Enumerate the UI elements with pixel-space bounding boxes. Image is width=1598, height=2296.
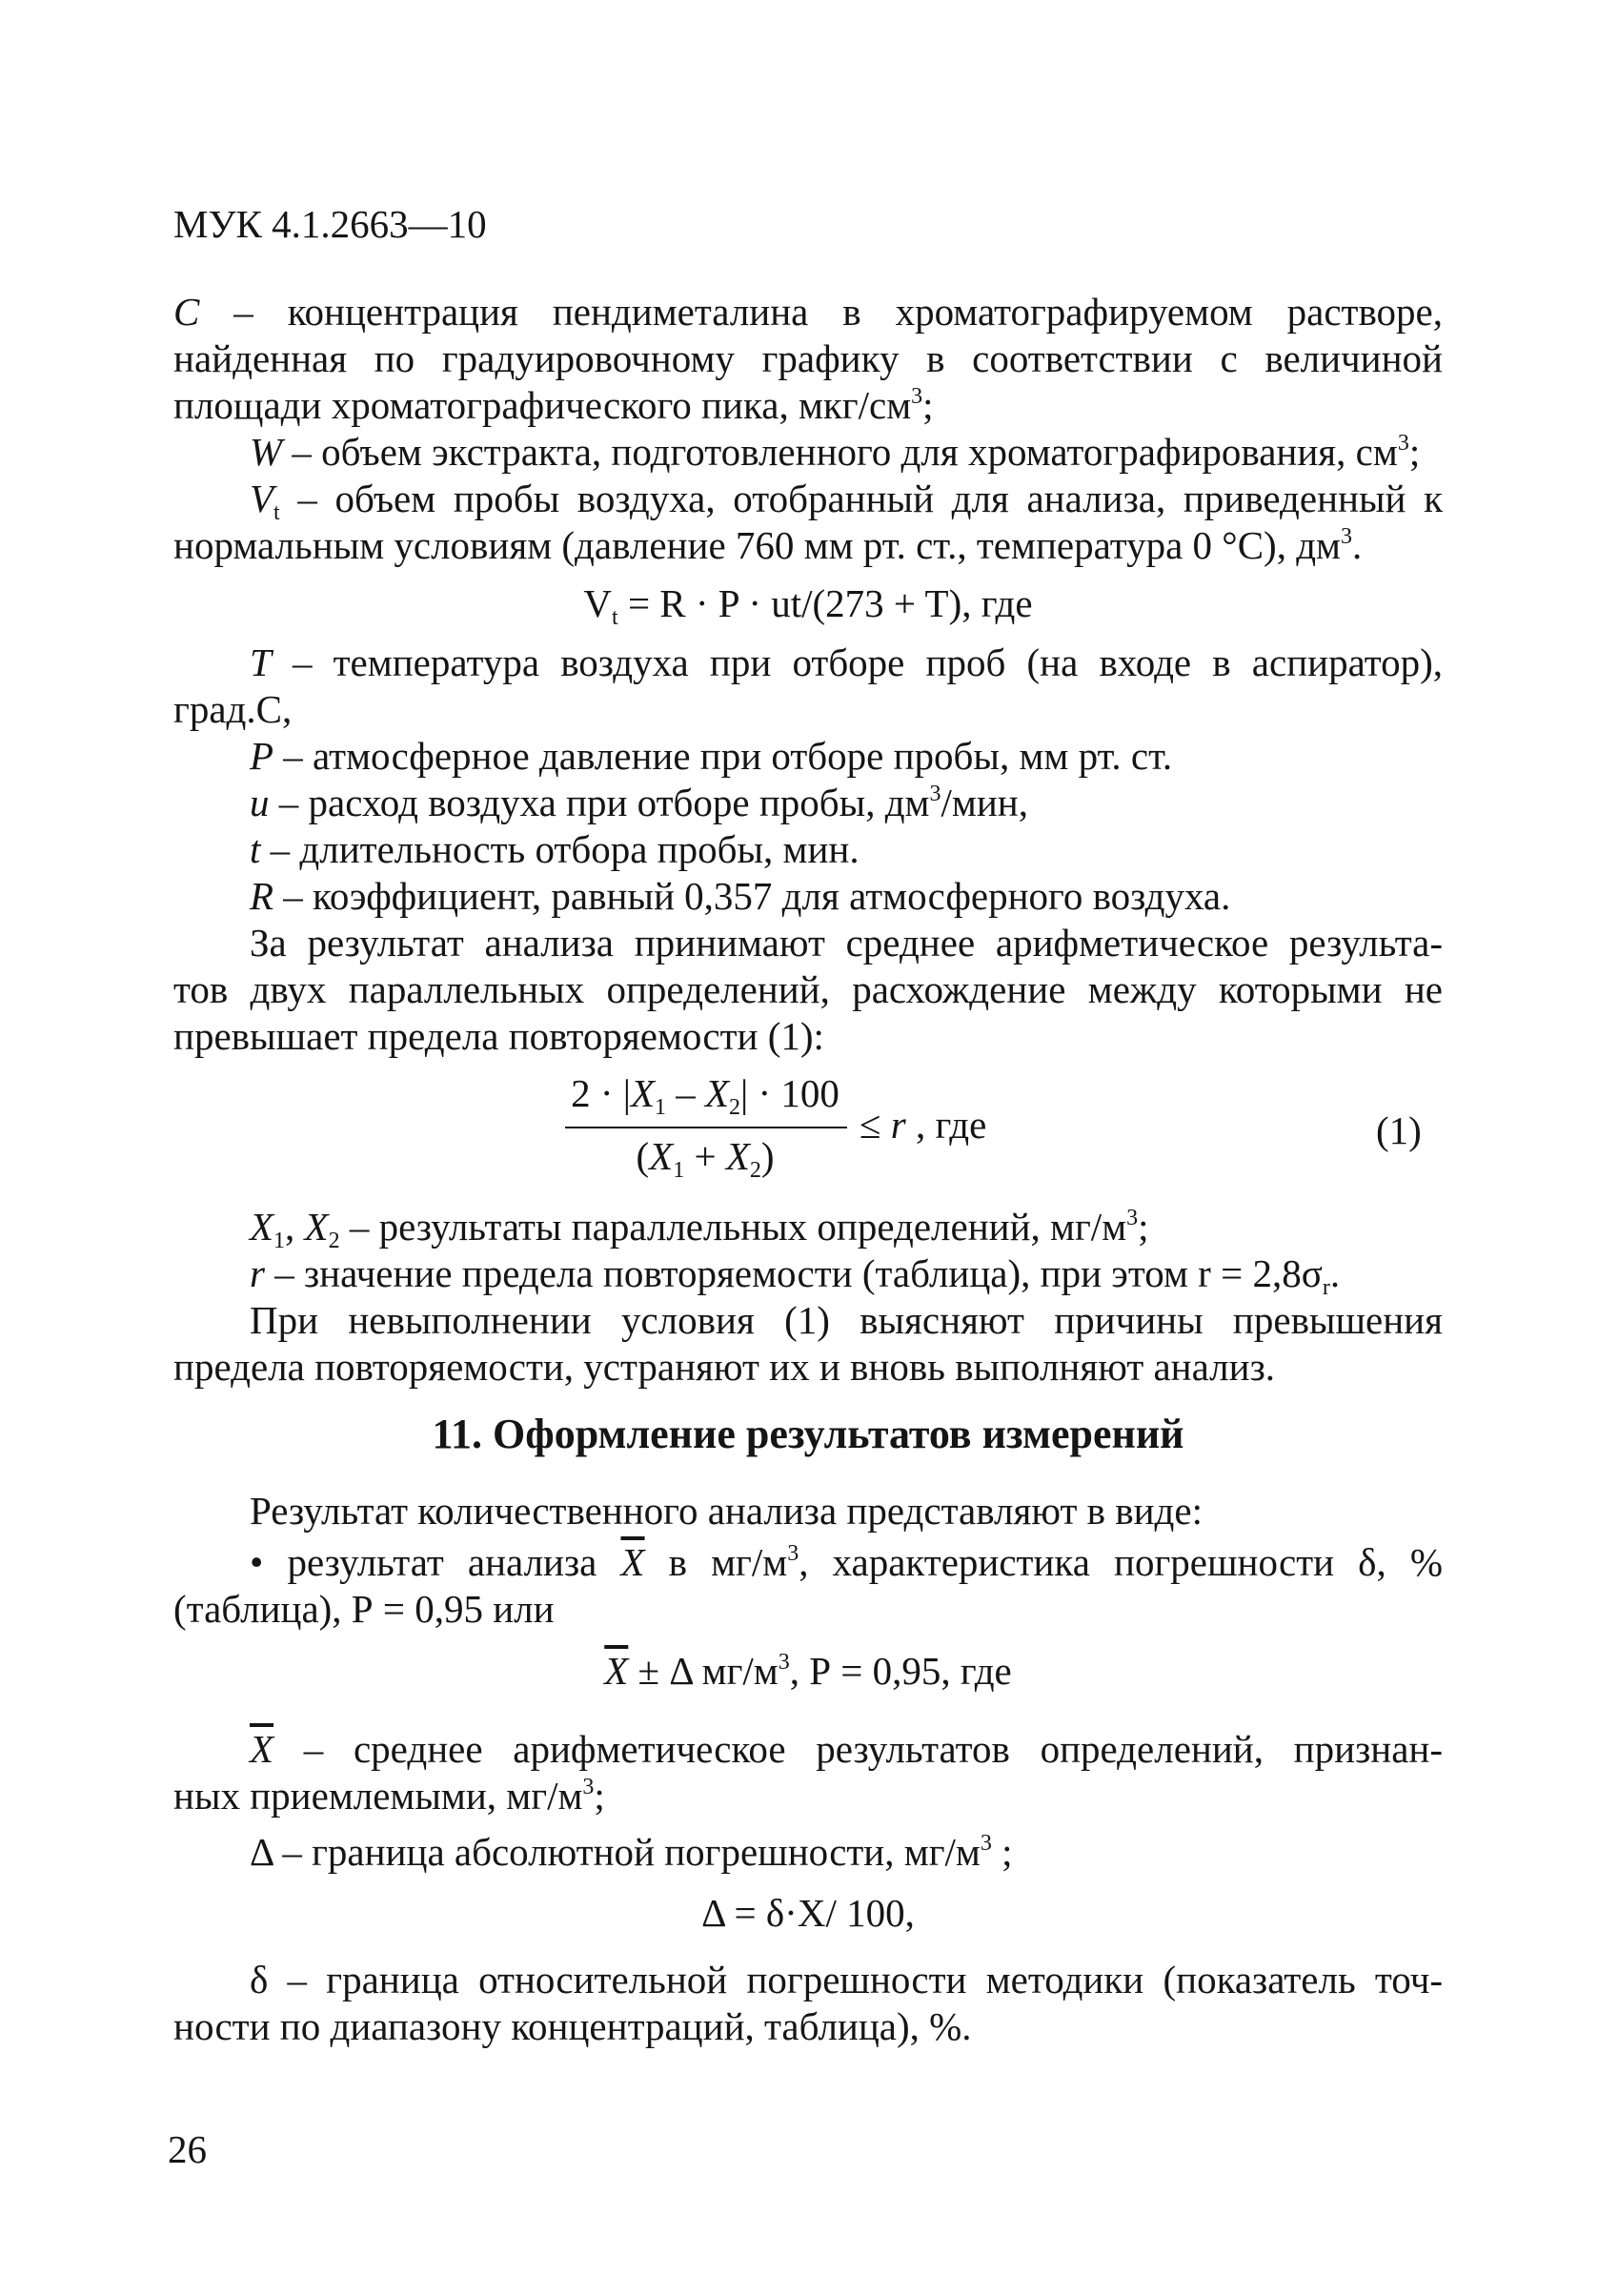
symbol-u: и <box>250 781 270 824</box>
definition-x1-x2: $X_1$, $X_2$ – результаты параллельных определений, $мг/м^3$; <box>250 1205 1149 1253</box>
para-fail-line-1: При невыполнении условия (1) выясняют причины превышения <box>250 1298 1443 1342</box>
definition-sigma-line-2: ности по диапазону концентраций, таблица), %. <box>173 2004 972 2048</box>
formula-1-number: (1) <box>1376 1108 1422 1152</box>
definition-c-line-1: С – концентрация пендиметалина в хроматографируемом растворе, <box>173 290 1443 334</box>
symbol-c: С <box>173 290 200 334</box>
section-intro: Результат количественного анализа представляют в виде: <box>250 1489 1203 1533</box>
definition-p: Р – атмосферное давление при отборе пробы, мм рт. ст. <box>250 734 1173 778</box>
definition-c-line-3: площади хроматографического пика, мкг/$см^3$; <box>173 383 934 427</box>
definition-t-line-1: Т – температура воздуха при отборе проб (на входе в аспиратор), <box>250 640 1443 684</box>
bullet-line-1: • результат анализа $\overline{X}$ в $мг/м^3$, характеристика погрешности δ, % <box>250 1540 1443 1584</box>
formula-1-relation: ≤ r , где <box>860 1103 987 1147</box>
definition-r-repeatability: r – значение предела повторяемости (таблица), при этом $r = 2,8\sigma_r$. <box>250 1251 1341 1300</box>
bullet-marker: • <box>250 1540 264 1584</box>
para-result-line-3: превышает предела повторяемости (1): <box>173 1014 824 1058</box>
definition-c-line-2: найденная по градуировочному графику в соответствии с величиной <box>173 336 1443 380</box>
symbol-vt: V <box>250 477 274 520</box>
section-title: 11. Оформление результатов измерений <box>432 1411 1184 1457</box>
definition-w: W – объем экстракта, подготовленного для хроматографирования, $см^3$; <box>250 430 1421 474</box>
para-fail-line-2: предела повторяемости, устраняют их и вновь выполняют анализ. <box>173 1345 1276 1389</box>
definition-delta: Δ – граница абсолютной погрешности, $мг/м^3$ ; <box>250 1830 1013 1874</box>
fraction-bar <box>565 1127 847 1128</box>
formula-1-numerator: $2 \cdot |X_1 - X_2| \cdot 100$ <box>571 1071 839 1120</box>
para-result-line-2: тов двух параллельных определений, расхождение между которыми не <box>173 967 1443 1011</box>
definition-vt-line-1: $V_t$ – объем пробы воздуха, отобранный для анализа, приведенный к <box>250 477 1443 525</box>
formula-vt: $V_t = R \cdot P \cdot ut/(273 + T)$, где <box>583 581 1033 630</box>
definition-t-duration: t – длительность отбора пробы, мин. <box>250 827 860 871</box>
page-number: 26 <box>168 2127 207 2171</box>
definition-r-coefficient: R – коэффициент, равный 0,357 для атмосферного воздуха. <box>250 874 1231 918</box>
formula-delta: Δ = δ·Х/ 100, <box>701 1891 915 1935</box>
formula-xbar-delta: $\overline{X} \pm \Delta$ $мг/м^3$, Р = 0,95, где <box>604 1649 1012 1693</box>
definition-xbar-line-2: ных приемлемыми, $мг/м^3$; <box>173 1774 605 1818</box>
formula-1-denominator: $(X_1 + X_2)$ <box>636 1134 775 1183</box>
document-header: МУК 4.1.2663—10 <box>173 202 487 246</box>
symbol-t: Т <box>250 640 272 684</box>
symbol-t-small: t <box>250 827 261 871</box>
para-result-line-1: За результат анализа принимают среднее арифметическое результа- <box>250 921 1443 965</box>
symbol-p: Р <box>250 734 274 778</box>
symbol-w: W <box>250 430 283 474</box>
definition-vt-line-2: нормальным условиям (давление 760 мм рт. ст., температура 0 °С), $дм^3$. <box>173 523 1363 567</box>
formula-1-fraction <box>557 1069 853 1183</box>
definition-xbar-line-1: $\overline{X}$ – среднее арифметическое результатов определений, признан- <box>250 1727 1443 1771</box>
definition-sigma-line-1: δ – граница относительной погрешности методики (показатель точ- <box>250 1958 1443 2001</box>
definition-u: и – расход воздуха при отборе пробы, $дм^3$/мин, <box>250 781 1028 824</box>
definition-t-line-2: град.С, <box>173 687 293 731</box>
x-bar-symbol: $\overline{X}$ <box>620 1540 645 1584</box>
bullet-line-2: (таблица), Р = 0,95 или <box>173 1587 555 1631</box>
symbol-r-capital: R <box>250 874 274 918</box>
